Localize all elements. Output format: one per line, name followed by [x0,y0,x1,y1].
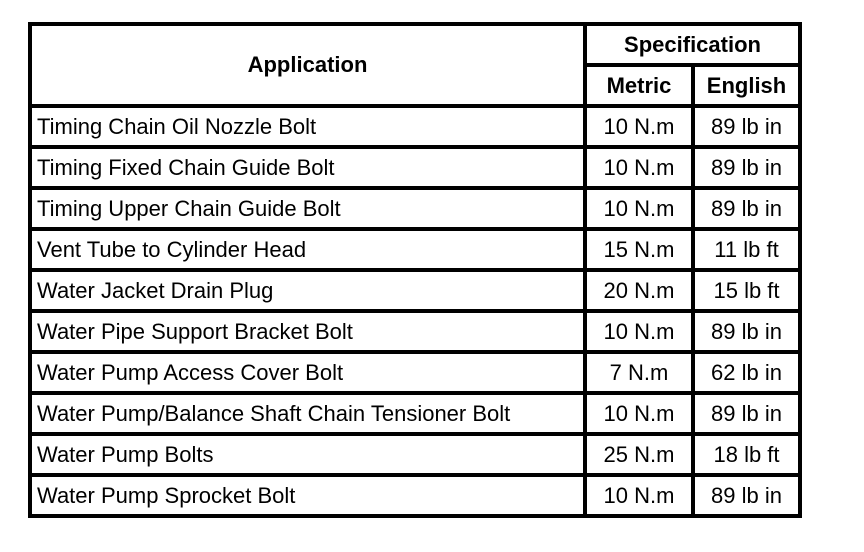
english-cell: 18 lb ft [695,436,802,477]
fastener-spec-table [28,22,802,518]
metric-cell: 20 N.m [587,272,695,313]
application-cell: Water Pump Bolts [32,436,587,477]
english-cell: 89 lb in [695,395,802,436]
metric-cell: 25 N.m [587,436,695,477]
table-row [32,108,802,149]
table-row [32,190,802,231]
english-cell: 62 lb in [695,354,802,395]
metric-cell: 10 N.m [587,149,695,190]
english-header: English [695,67,802,108]
metric-cell: 10 N.m [587,108,695,149]
table-row [32,477,802,518]
application-cell: Water Jacket Drain Plug [32,272,587,313]
english-cell: 89 lb in [695,149,802,190]
metric-cell: 10 N.m [587,477,695,518]
application-cell: Water Pump Access Cover Bolt [32,354,587,395]
application-cell: Timing Chain Oil Nozzle Bolt [32,108,587,149]
application-cell: Water Pump/Balance Shaft Chain Tensioner Bolt [32,395,587,436]
english-cell: 11 lb ft [695,231,802,272]
table-row [32,395,802,436]
english-cell: 89 lb in [695,313,802,354]
english-cell: 89 lb in [695,477,802,518]
application-header: Application [32,26,587,108]
application-cell: Vent Tube to Cylinder Head [32,231,587,272]
header-row-top [32,26,802,67]
application-cell: Timing Upper Chain Guide Bolt [32,190,587,231]
table-row [32,149,802,190]
metric-cell: 10 N.m [587,313,695,354]
metric-cell: 7 N.m [587,354,695,395]
application-cell: Water Pipe Support Bracket Bolt [32,313,587,354]
english-cell: 89 lb in [695,190,802,231]
metric-cell: 10 N.m [587,190,695,231]
specification-header: Specification [587,26,802,67]
english-cell: 89 lb in [695,108,802,149]
application-cell: Water Pump Sprocket Bolt [32,477,587,518]
english-cell: 15 lb ft [695,272,802,313]
metric-header: Metric [587,67,695,108]
table-row [32,231,802,272]
table-row [32,272,802,313]
table-row [32,436,802,477]
table-row [32,313,802,354]
metric-cell: 15 N.m [587,231,695,272]
metric-cell: 10 N.m [587,395,695,436]
application-cell: Timing Fixed Chain Guide Bolt [32,149,587,190]
table-row [32,354,802,395]
